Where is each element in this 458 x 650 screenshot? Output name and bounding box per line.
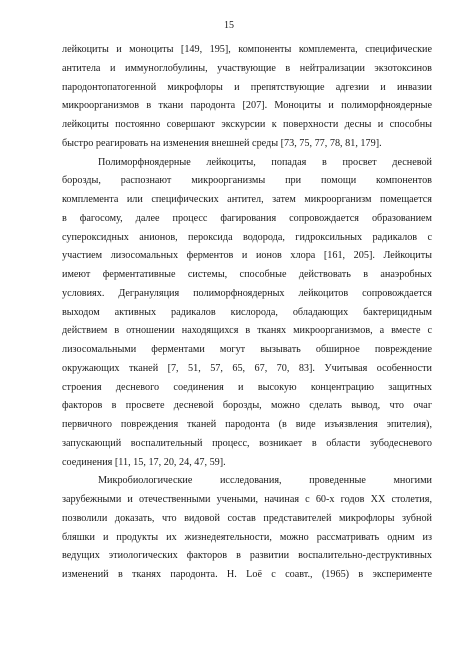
text-line: условиях. Дегрануляция полиморфноядерных лейкоцитов сопровождается — [62, 287, 432, 299]
text-line: Микробиологические исследования, проведенные многими — [98, 475, 432, 487]
text-line: антитела и иммуноглобулины, участвующие в нейтрализации экзотоксинов — [62, 62, 432, 74]
paragraph-3 — [62, 472, 432, 585]
text-line: микроорганизмов в ткани пародонта [207]. Моноциты и полиморфноядерные — [62, 100, 432, 112]
text-line: участием лизосомальных ферментов и ионов хлора [161, 205]. Лейкоциты — [62, 250, 432, 262]
text-line: лизосомальными ферментами могут вызывать обширное повреждение — [62, 344, 432, 355]
text-line: действием в отношении находящихся в тканях микроорганизмов, а вместе с — [62, 325, 432, 337]
text-line: зарубежными и отечественными учеными, начиная с 60-х годов XX столетия, — [62, 494, 432, 505]
text-line: соединения [11, 15, 17, 20, 24, 47, 59]. — [62, 456, 226, 468]
text-line: лейкоциты и моноциты [149, 195], компоненты комплемента, специфические — [62, 44, 432, 55]
text-line: выходом активных радикалов кислорода, обладающих бактерицидным — [62, 306, 432, 318]
text-line: борозды, распознают микроорганизмы при помощи компонентов — [62, 175, 432, 187]
text-line: изменений в тканях пародонта. H. Loё с соавт., (1965) в эксперименте — [62, 569, 432, 580]
text-line: Полиморфноядерные лейкоциты, попадая в просвет десневой — [98, 156, 432, 168]
page-number: 15 — [224, 20, 234, 31]
text-line: факторов в просвете десневой борозды, можно сделать вывод, что очаг — [62, 400, 432, 412]
text-line: ведущих этиологических факторов в развитии воспалительно-деструктивных — [62, 550, 432, 562]
text-line: супероксидных анионов, пероксида водорода, гидроксильных радикалов с — [62, 231, 432, 243]
text-line: быстро реагировать на изменения внешней среды [73, 75, 77, 78, 81, 179]. — [62, 137, 382, 149]
text-line: комплемента или специфических антител, затем микроорганизм помещается — [62, 194, 432, 205]
text-line: строения десневого соединения и высокую концентрацию защитных — [62, 381, 432, 393]
text-line: имеют ферментативные системы, способные действовать в анаэробных — [62, 269, 432, 280]
document-body — [62, 41, 432, 585]
text-line: запускающий воспалительный процесс, возникает в области зубодесневого — [62, 437, 432, 449]
text-line: окружающих тканей [7, 51, 57, 65, 67, 70, 83]. Учитывая особенности — [62, 362, 432, 374]
text-line: лейкоциты постоянно совершают экскурсии к поверхности десны и способны — [62, 119, 432, 130]
paragraph-1 — [62, 41, 432, 154]
paragraph-2 — [62, 154, 432, 473]
text-line: первичного повреждения тканей пародонта (в виде изъязвления эпителия), — [62, 419, 432, 430]
text-line: позволили доказать, что видовой состав представителей микрофлоры зубной — [62, 512, 432, 524]
text-line: бляшки и продукты их жизнедеятельности, можно рассматривать одним из — [62, 531, 432, 543]
text-line: в фагосому, далее процесс фагирования сопровождается образованием — [62, 212, 432, 224]
text-line: пародонтопатогенной микрофлоры и препятствующие адгезии и инвазии — [62, 81, 432, 93]
